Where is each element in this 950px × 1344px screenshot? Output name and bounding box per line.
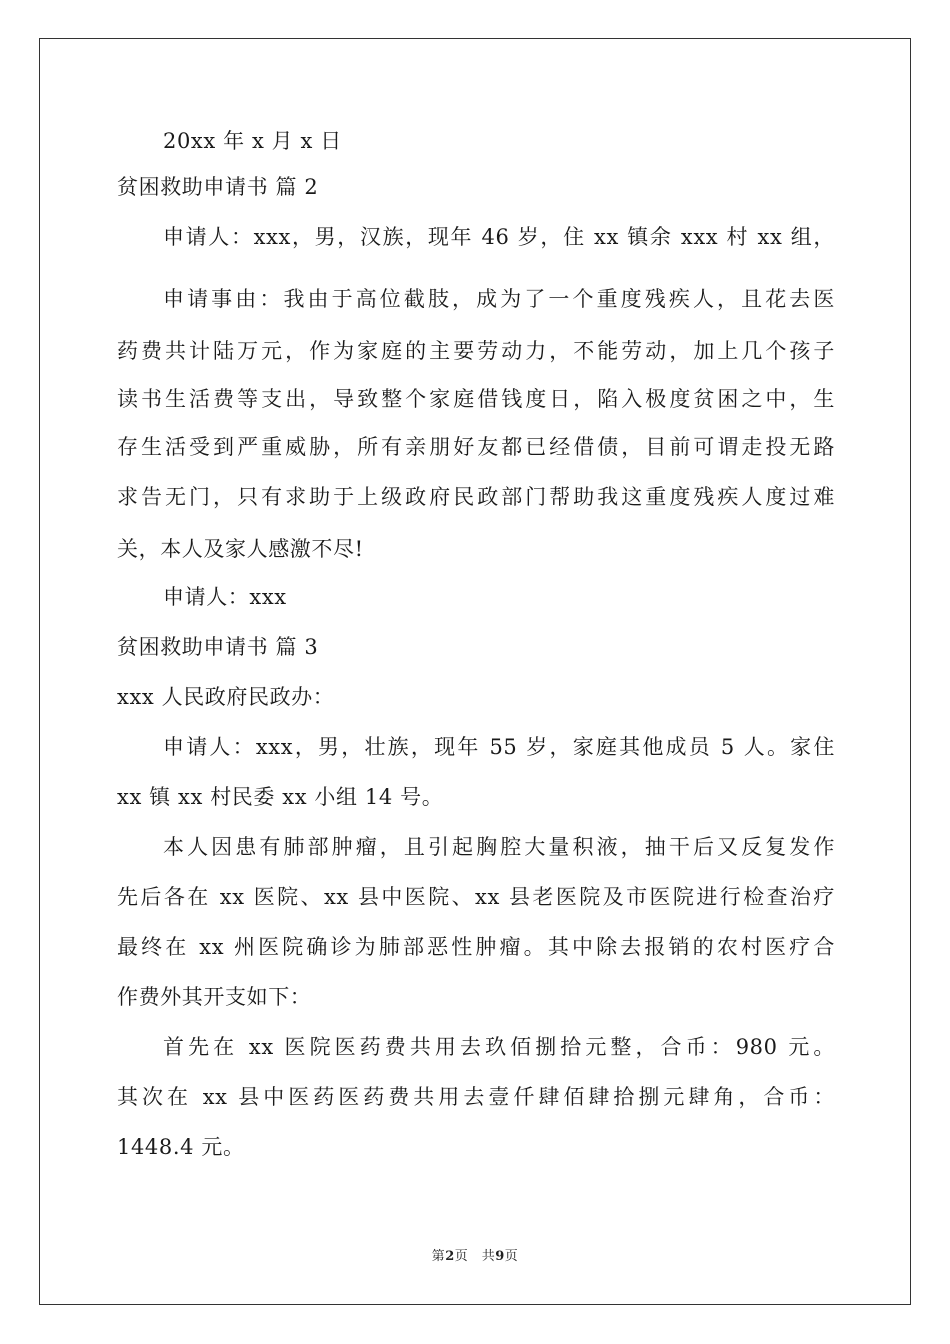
paragraph-line: 1448.4 元。 [117,1135,245,1159]
section-heading-2: 贫困救助申请书 篇 2 [117,175,319,199]
paragraph-line: 其次在 xx 县中医药医药费共用去壹仟肆佰肆拾捌元肆角，合币： [117,1085,835,1109]
footer-total-pages: 9 [495,1249,505,1264]
footer-page-number: 2 [445,1249,455,1264]
paragraph-line: 申请人：xxx，男，壮族，现年 55 岁，家庭其他成员 5 人。家住 [163,735,835,759]
paragraph-line: 求告无门，只有求助于上级政府民政部门帮助我这重度残疾人度过难 [117,485,835,509]
paragraph-line: 最终在 xx 州医院确诊为肺部恶性肿瘤。其中除去报销的农村医疗合 [117,935,835,959]
page-footer [0,1245,950,1264]
paragraph-line: 关，本人及家人感激不尽! [117,537,364,561]
paragraph-line: 存生活受到严重威胁，所有亲朋好友都已经借债，目前可谓走投无路 [117,435,835,459]
paragraph-line: 读书生活费等支出，导致整个家庭借钱度日，陷入极度贫困之中，生 [117,387,835,411]
footer-suffix: 页 [504,1249,519,1264]
paragraph-line: xx 镇 xx 村民委 xx 小组 14 号。 [117,785,444,809]
date-line: 20xx 年 x 月 x 日 [163,129,342,153]
paragraph-line: 本人因患有肺部肿瘤，且引起胸腔大量积液，抽干后又反复发作 [163,835,835,859]
section-heading-3: 贫困救助申请书 篇 3 [117,635,319,659]
salutation-line: xxx 人民政府民政办： [117,685,335,709]
footer-mid: 页 共 [454,1249,496,1264]
paragraph-line: 作费外其开支如下： [117,985,312,1009]
paragraph-line: 首先在 xx 医院医药费共用去玖佰捌拾元整，合币：980 元。 [163,1035,835,1059]
paragraph-line: 先后各在 xx 医院、xx 县中医院、xx 县老医院及市医院进行检查治疗 [117,885,835,909]
paragraph-line: 药费共计陆万元，作为家庭的主要劳动力，不能劳动，加上几个孩子 [117,339,835,363]
paragraph-line: 申请事由：我由于高位截肢，成为了一个重度残疾人，且花去医 [163,287,835,311]
paragraph-line: 申请人：xxx，男，汉族，现年 46 岁，住 xx 镇余 xxx 村 xx 组， [163,225,835,249]
signature-line: 申请人：xxx [163,585,287,609]
footer-prefix: 第 [431,1249,446,1264]
